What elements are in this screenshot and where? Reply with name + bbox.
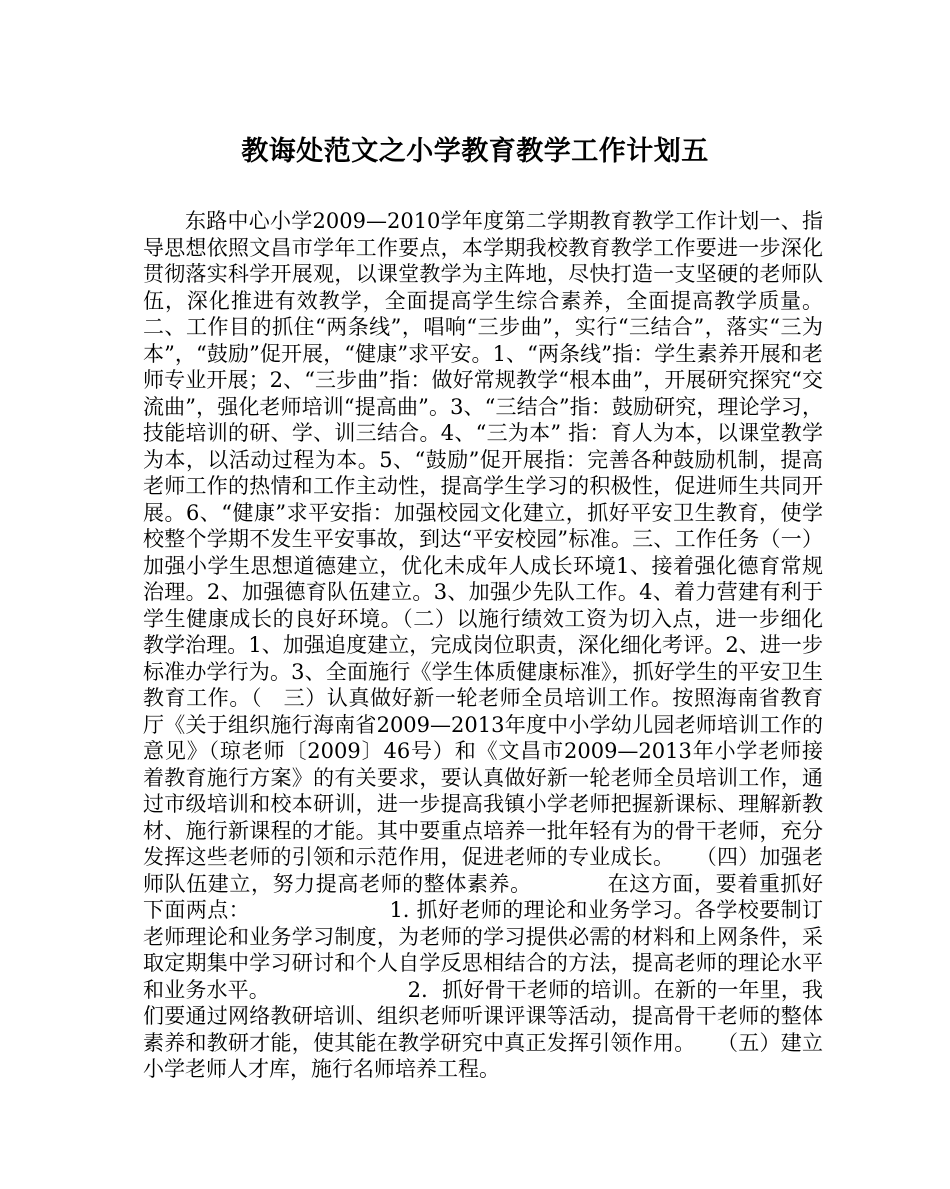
document-body-paragraph: 东路中心小学2009—2010学年度第二学期教育教学工作计划一、指导思想依照文昌市学年工作要点，本学期我校教育教学工作要进一步深化贯彻落实科学开展观，以课堂教学为主阵地，尽快打造一支坚硬的老师队伍，深化推进有效教学，全面提高学生综合素养，全面提高教学质量。二、工作目的抓住“两条线”，唱响“三步曲”，实行“三结合”，落实“三为本”，“鼓励”促开展，“健康”求平安。1、“两条线”指：学生素养开展和老师专业开展；2、“三步曲”指：做好常规教学“根本曲”，开展研究探究“交流曲”，强化老师培训“提高曲”。3、“三结合”指：鼓励研究，理论学习，技能培训的研、学、训三结合。4、“三为本” 指：育人为本，以课堂教学为本，以活动过程为本。5、“鼓励”促开展指：完善各种鼓励机制，提高老师工作的热情和工作主动性，提高学生学习的积极性，促进师生共同开展。6、“健康”求平安指：加强校园文化建立，抓好平安卫生教育，使学校整个学期不发生平安事故，到达“平安校园”标准。三、工作任务（一）加强小学生思想道德建立，优化未成年人成长环境1、接着强化德育常规治理。2、加强德育队伍建立。3、加强少先队工作。4、着力营建有利于学生健康成长的良好环境。（二）以施行绩效工资为切入点，进一步细化教学治理。1、加强追度建立，完成岗位职责，深化细化考评。2、进一步标准办学行为。3、全面施行《学生体质健康标准》，抓好学生的平安卫生教育工作。（ 三）认真做好新一轮老师全员培训工作。按照海南省教育厅《关于组织施行海南省2009—2013年度中小学幼儿园老师培训工作的意见》（琼老师〔2009〕46号）和《文昌市2009—2013年小学老师接着教育施行方案》的有关要求，要认真做好新一轮老师全员培训工作，通过市级培训和校本研训，进一步提高我镇小学老师把握新课标、理解新教材、施行新课程的才能。其中要重点培养一批年轻有为的骨干老师，充分发挥这些老师的引领和示范作用，促进老师的专业成长。 （四）加强老师队伍建立，努力提高老师的整体素养。 在这方面，要着重抓好下面两点： 1. 抓好老师的理论和业务学习。各学校要制订老师理论和业务学习制度，为老师的学习提供必需的材料和上网条件，采取定期集中学习研讨和个人自学反思相结合的方法，提高老师的理论水平和业务水平。 2．抓好骨干老师的培训。在新的一年里，我们要通过网络教研培训、组织老师听课评课等活动，提高骨干老师的整体素养和教研才能，使其能在教学研究中真正发挥引领作用。 （五）建立小学老师人才库，施行名师培养工程。 [143,209,823,1081]
document-title: 教诲处范文之小学教育教学工作计划五 [241,136,709,167]
